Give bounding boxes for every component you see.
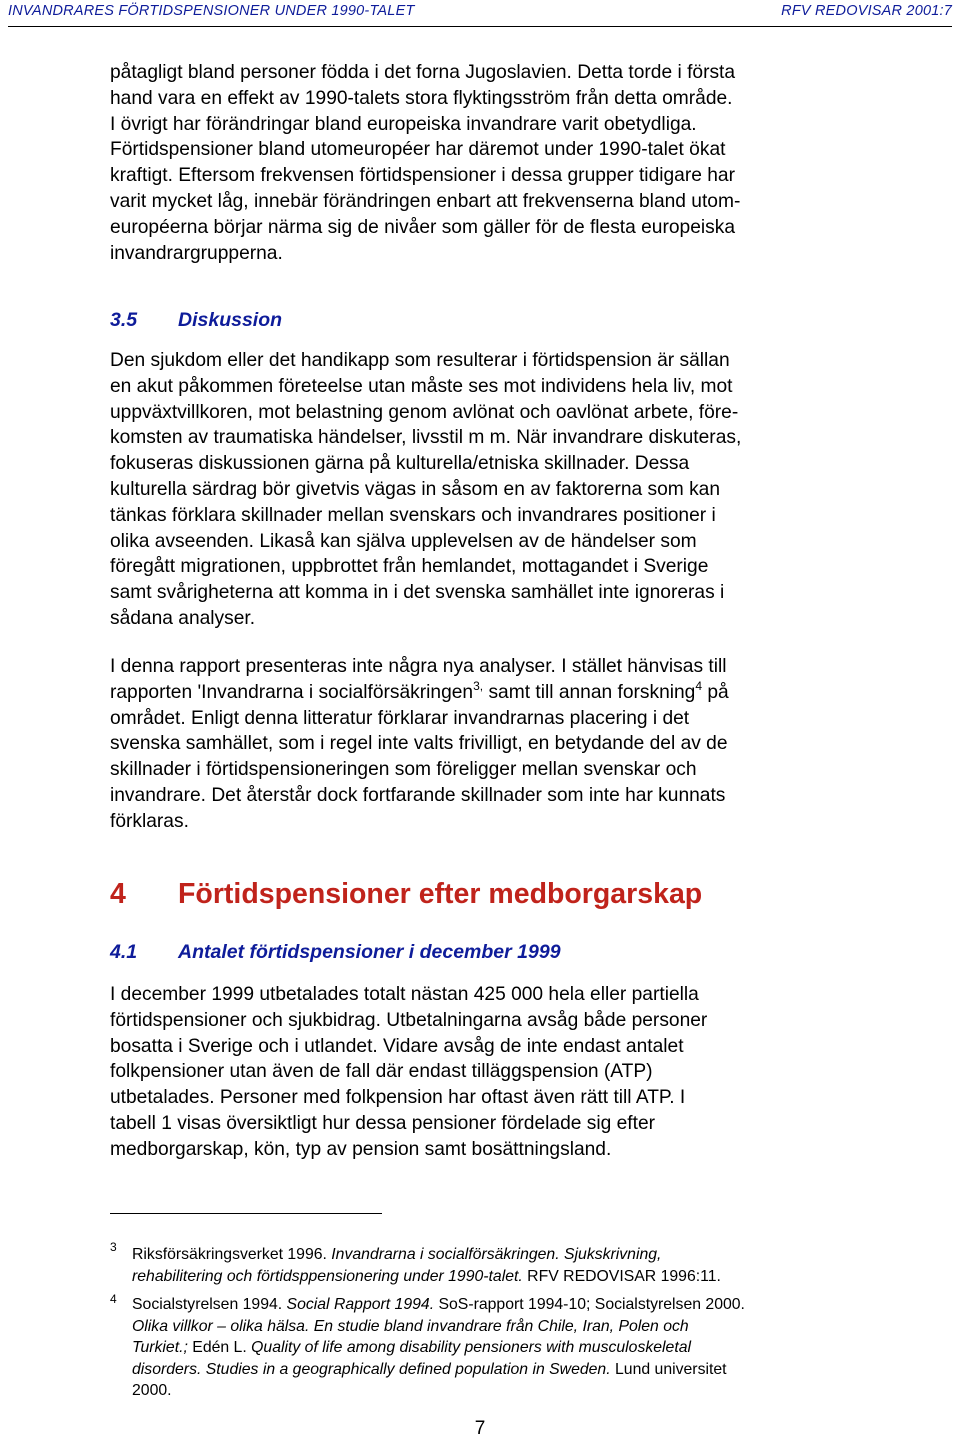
running-header	[8, 0, 952, 27]
text-line: hand vara en effekt av 1990-talets stora flyktingsström från detta område.	[110, 87, 733, 109]
text-line: Den sjukdom eller det handikapp som resulterar i förtidspension är sällan	[110, 350, 730, 371]
text-line: I övrigt har förändringar bland europeiska invandrare varit obetydliga.	[110, 113, 697, 135]
text-line: utbetalades. Personer med folkpension har oftast även rätt till ATP. I	[110, 1087, 686, 1109]
text-line: kulturella särdrag bör givetvis vägas in såsom en av faktorerna som kan	[110, 478, 721, 500]
footnote-text: Edén L.	[187, 1339, 252, 1356]
footnote-separator	[110, 1213, 382, 1214]
text-line: påtagligt bland personer födda i det forna Jugoslavien. Detta torde i första	[110, 62, 736, 83]
section-heading-4-1	[110, 941, 561, 964]
text-line: invandrargrupperna.	[110, 242, 283, 264]
chapter-title: Förtidspensioner efter medborgarskap	[178, 878, 703, 910]
chapter-number: 4	[110, 878, 126, 910]
footnote-title: disorders. Studies in a geographically defined population in Sweden.	[132, 1360, 611, 1378]
footnote-text: RFV REDOVISAR 1996:11.	[522, 1267, 721, 1285]
text-line: uppväxtvillkoren, mot belastning genom avlönat och oavlönat arbete, före-	[110, 401, 739, 423]
section-number: 3.5	[110, 309, 138, 331]
text-line: komsten av traumatiska händelser, livsstil m m. När invandrare diskuteras,	[110, 427, 742, 449]
footnote-number-3: 3	[110, 1240, 117, 1254]
text-line: samt svårigheterna att komma in i det svenska samhället inte ignoreras i	[110, 582, 725, 604]
text-line: området. Enligt denna litteratur förklarar invandrarnas placering i det	[110, 707, 690, 729]
footnote-title: Olika villkor – olika hälsa. En studie bland invandrare från Chile, Iran, Polen och	[132, 1317, 689, 1335]
text-line: förklaras.	[110, 810, 189, 832]
section-title: Antalet förtidspensioner i december 1999	[178, 941, 561, 963]
footnote-title: Social Rapport 1994.	[286, 1296, 435, 1313]
footnote-text: Lund universitet	[610, 1360, 727, 1378]
footnote-title: Turkiet.;	[132, 1339, 188, 1356]
text-line: tänkas förklara skillnader mellan svenskars och invandrares positioner i	[110, 504, 716, 526]
text-line: I denna rapport presenteras inte några nya analyser. I stället hänvisas till	[110, 656, 727, 677]
text-line: kraftigt. Eftersom frekvensen förtidspensioner i dessa grupper tidigare har	[110, 165, 735, 187]
footnote-title: Invandrarna i socialförsäkringen. Sjukskrivning,	[331, 1246, 662, 1263]
paragraph-2	[110, 348, 850, 632]
text-line: Förtidspensioner bland utomeuropéer har däremot under 1990-talet ökat	[110, 139, 726, 161]
footnote-text: Riksförsäkringsverket 1996.	[132, 1246, 332, 1263]
footnote-ref-3[interactable]: 3,	[473, 678, 484, 693]
text-line: folkpensioner utan även de fall där endast tilläggspension (ATP)	[110, 1061, 653, 1083]
text-line: invandrare. Det återstår dock fortfarande skillnader som inte har kunnats	[110, 784, 726, 806]
text-line: bosatta i Sverige och i utlandet. Vidare avsåg de inte endast antalet	[110, 1035, 684, 1057]
footnote-text: SoS-rapport 1994-10; Socialstyrelsen 2000.	[434, 1296, 745, 1313]
paragraph-3	[110, 654, 850, 835]
text-line: olika avseenden. Likaså kan själva upplevelsen av de händelser som	[110, 530, 697, 552]
text-line: medborgarskap, kön, typ av pension samt bosättningsland.	[110, 1138, 612, 1160]
text-line-part: samt till annan forskning	[483, 681, 696, 703]
header-right-title: RFV REDOVISAR 2001:7	[781, 3, 952, 19]
text-line: fokuseras diskussionen gärna på kulturella/etniska skillnader. Dessa	[110, 453, 690, 475]
section-title: Diskussion	[178, 309, 283, 331]
footnote-ref-4[interactable]: 4	[695, 678, 703, 693]
text-line: sådana analyser.	[110, 607, 256, 629]
text-line: I december 1999 utbetalades totalt nästan 425 000 hela eller partiella	[110, 984, 699, 1005]
footnote-4	[132, 1294, 852, 1402]
text-line: svenska samhället, som i regel inte valts frivilligt, en betydande del av de	[110, 733, 728, 755]
paragraph-1	[110, 60, 850, 266]
footnote-title: rehabilitering och förtidsppensionering under 1990-talet.	[132, 1267, 523, 1285]
text-line-part: rapporten 'Invandrarna i socialförsäkringen	[110, 681, 474, 703]
footnote-title: Quality of life among disability pensioners with musculoskeletal	[251, 1339, 692, 1356]
footnote-text: Socialstyrelsen 1994.	[132, 1296, 287, 1313]
text-line: föregått migrationen, uppbrottet från hemlandet, mottagandet i Sverige	[110, 556, 709, 578]
text-line: européerna börjar närma sig de nivåer som gäller för de flesta europeiska	[110, 216, 735, 238]
footnote-3	[132, 1244, 852, 1287]
header-left-title: INVANDRARES FÖRTIDSPENSIONER UNDER 1990-TALET	[8, 3, 415, 19]
text-line: varit mycket låg, innebär förändringen enbart att frekvenserna bland utom-	[110, 190, 741, 212]
page-number: 7	[474, 1418, 486, 1439]
text-line: skillnader i förtidspensioneringen som föreligger mellan svenskar och	[110, 759, 697, 781]
text-line: tabell 1 visas översiktligt hur dessa pensioner fördelade sig efter	[110, 1112, 656, 1134]
text-line: förtidspensioner och sjukbidrag. Utbetalningarna avsåg både personer	[110, 1009, 708, 1031]
text-line-part: på	[702, 681, 729, 703]
footnote-number-4: 4	[110, 1292, 117, 1306]
footnote-text: 2000.	[132, 1382, 172, 1399]
text-line: en akut påkommen företeelse utan måste ses mot individens hela liv, mot	[110, 375, 733, 397]
paragraph-4	[110, 982, 850, 1163]
section-heading-3-5	[110, 309, 282, 332]
section-number: 4.1	[110, 941, 138, 963]
chapter-heading-4	[110, 878, 702, 911]
